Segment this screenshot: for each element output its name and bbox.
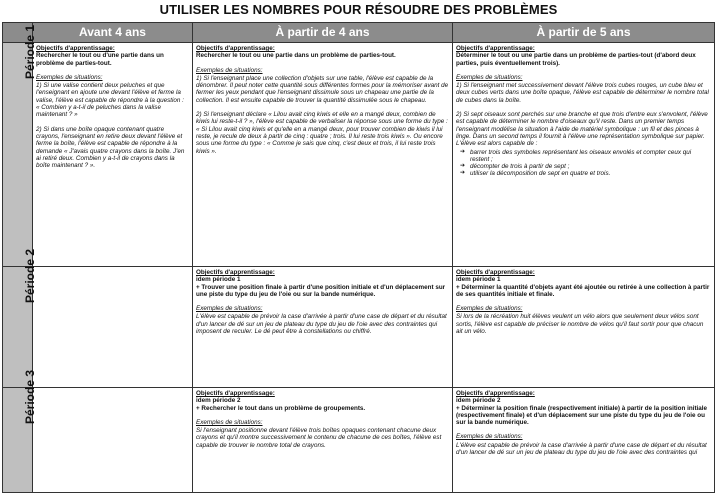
cell-p3-from-5 <box>453 388 715 493</box>
period-label: Période 1 <box>23 24 38 80</box>
example-paragraph: 1) Si l'enseignant place une collection d'objets sur une table, l'élève est capable de la dénombrer. Il peut noter cette quantité sous différentes formes pour la mémoriser avant de fermer les yeux pendant que l'enseignant dissimule sous un chapeau une partie de la collection. Il est ensuite capable de trouver la quantité dissimulée sous le chapeau. <box>196 74 449 104</box>
cell-p3-from-4 <box>193 388 453 493</box>
arrow-bullet-icon: ➔ <box>460 148 466 155</box>
period-label-cell <box>3 369 38 493</box>
objective-text: idem période 1 <box>456 276 501 284</box>
page-title: UTILISER LES NOMBRES POUR RÉSOUDRE DES PROBLÈMES <box>159 2 558 17</box>
column-header-from-4: À partir de 4 ans <box>193 23 453 43</box>
arrow-bullet-icon: ➔ <box>460 170 466 177</box>
objective-text: + Déterminer la position finale (respectivement initiale) à partir de la position initiale (respectivement finale) et d'un déplacement sur une piste du type du jeu de l'oie ou sur la bande numérique. <box>456 404 708 427</box>
cell-p1-from-5 <box>453 43 715 267</box>
arrow-bullet-icon: ➔ <box>460 163 466 170</box>
cell-p2-from-4 <box>193 267 453 388</box>
list-item: ➔ utiliser la décomposition de sept en quatre et trois. <box>460 170 611 178</box>
cell-p2-before-4-empty <box>33 267 193 388</box>
list-item: ➔ barrer trois des symboles représentant les oiseaux envolés et compter ceux qui restent ; <box>460 148 692 163</box>
objective-text: + Trouver une position finale à partir d'une position initiale et d'un déplacement sur une piste du type du jeu de l'oie ou sur la bande numérique. <box>196 283 446 298</box>
objective-text: idem période 2 <box>456 397 501 405</box>
objectives-heading: Objectifs d'apprentissage: <box>196 45 275 52</box>
objective-text: Rechercher le tout ou une partie dans un problème de parties-tout. <box>196 52 396 60</box>
column-header-before-4: Avant 4 ans <box>33 23 193 43</box>
objectives-heading: Objectifs d'apprentissage: <box>196 269 275 276</box>
row-period-2 <box>3 267 715 388</box>
example-paragraph: 2) Si dans une boîte opaque contenant quatre crayons, l'enseignant en retire deux devant l'élève et ferme la boîte, l'élève est capable de répondre à la demande « J'avais quatre crayons dans la boîte. J'en ai retiré deux. Combien y a-t-il de crayons dans la boîte maintenant ? ». <box>36 125 185 170</box>
examples-heading: Exemples de situations: <box>456 305 523 313</box>
capability-list <box>456 149 711 178</box>
objectives-heading: Objectifs d'apprentissage: <box>456 269 535 276</box>
example-paragraph: Si lors de la récréation huit élèves veulent un vélo alors que seulement deux vélos sont sortis, l'élève est capable de préciser le nombre de vélos qu'il faut sortir pour que chacun ait un vélo. <box>456 313 704 336</box>
example-paragraph: L'élève est capable de prévoir la case d'arrivée à partir d'une case de départ et du résultat d'un lancer de dé sur un jeu de plateau du type du jeu de l'oie avec des contraintes qui <box>456 441 707 457</box>
objective-text: Déterminer le tout ou une partie dans un problème de parties-tout (d'abord deux parties, puis éventuellement trois). <box>456 52 696 67</box>
objective-text: Rechercher le tout ou d'une partie dans un problème de parties-tout. <box>36 52 164 67</box>
column-header-from-5: À partir de 5 ans <box>453 23 715 43</box>
row-period-1 <box>3 43 715 267</box>
objective-text: idem période 1 <box>196 276 241 284</box>
example-paragraph: 2) Si sept oiseaux sont perchés sur une branche et que trois d'entre eux s'envolent, l'élève est capable de déterminer le nombre d'oiseaux qu'il reste. Dans un premier temps l'enseignant modélise la situation à l'aide de matériel symbolique : un fil et des pinces à linge. Dans un second temps il fournit à l'élève une représentation symbolique sur papier. L'élève est alors capable de : <box>456 111 708 148</box>
example-paragraph: L'élève est capable de prévoir la case d'arrivée à partir d'une case de départ et du résultat d'un lancer de dé sur un jeu de plateau du type du jeu de l'oie avec des contraintes qui imposent de reculer. Le dé peut être à constellations ou chiffré. <box>196 313 447 336</box>
objectives-heading: Objectifs d'apprentissage: <box>456 390 535 397</box>
example-paragraph: 2) Si l'enseignant déclare « Lilou avait cinq kiwis et elle en a mangé deux, combien de kiwis lui reste-t-il ? », l'élève est capable de verbaliser la réponse sous une forme du type : « Si Lilou avait cinq kiwis et qu'elle en a mangé deux, pour trouver combien de kiwis il lui reste, je recule de deux à partir de cinq : quatre ; trois. Il lui reste trois kiwis ». Ou encore sous une forme du type : « Comme je sais que cinq, c'est deux et trois, il lui reste trois kiwis ». <box>196 111 448 155</box>
objectives-heading: Objectifs d'apprentissage: <box>196 390 275 397</box>
examples-heading: Exemples de situations: <box>196 305 263 313</box>
progression-table <box>2 22 715 493</box>
objectives-heading: Objectifs d'apprentissage: <box>36 45 115 52</box>
objective-text: + Déterminer la quantité d'objets ayant été ajoutée ou retirée à une collection à partir de ses quantités initiale et finale. <box>456 283 710 298</box>
example-paragraph: 1) Si l'enseignant met successivement devant l'élève trois cubes rouges, un cube bleu et deux cubes verts dans une boîte opaque, l'élève est capable de déterminer le nombre total de cubes dans la boîte. <box>456 82 709 104</box>
examples-heading: Exemples de situations: <box>456 433 523 441</box>
cell-p1-before-4 <box>33 43 193 267</box>
example-paragraph: Si l'enseignant positionne devant l'élève trois boîtes opaques contenant chacune deux crayons et qu'il montre successivement le contenu de chacune de ces boîtes, l'élève est capable de trouver le nombre total de crayons. <box>196 427 442 449</box>
period-label: Période 3 <box>23 369 38 425</box>
period-label-cell <box>3 24 38 267</box>
objective-text: idem période 2 <box>196 397 241 405</box>
period-label: Période 2 <box>23 248 38 304</box>
examples-heading: Exemples de situations: <box>196 418 263 426</box>
objective-text: + Rechercher le tout dans un problème de groupements. <box>196 404 366 412</box>
list-item: ➔ décompter de trois à partir de sept ; <box>460 163 570 171</box>
cell-p2-from-5 <box>453 267 715 388</box>
cell-p3-before-4-empty <box>33 388 193 493</box>
row-period-3 <box>3 388 715 493</box>
objectives-heading: Objectifs d'apprentissage: <box>456 45 535 52</box>
examples-heading: Exemples de situations: <box>196 66 263 74</box>
examples-heading: Exemples de situations: <box>456 73 523 81</box>
cell-p1-from-4 <box>193 43 453 267</box>
examples-heading: Exemples de situations: <box>36 73 103 81</box>
example-paragraph: 1) Si une valise contient deux peluches et que l'enseignant en ajoute une devant l'élève et ferme la valise, l'élève est capable de répondre à la question : « Combien y a-t-il de peluches dans la valise maintenant ? » <box>36 82 184 119</box>
